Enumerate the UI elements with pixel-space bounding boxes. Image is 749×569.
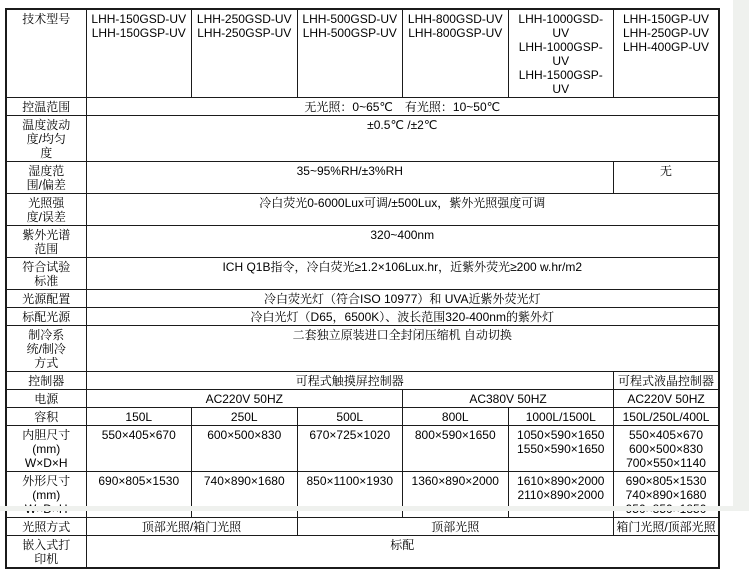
spec-row-volume <box>6 408 719 426</box>
page-edge-right <box>733 0 749 511</box>
row-label-standard-light-source <box>6 308 86 326</box>
spec-row-temp-fluctuation <box>6 116 719 162</box>
spec-cell-controller-1 <box>614 372 720 390</box>
spec-cell-uv-spectrum-0 <box>86 226 719 258</box>
spec-row-printer <box>6 536 719 569</box>
row-label-line: 度/均匀 <box>26 132 66 146</box>
row-label-temp-range <box>6 98 86 116</box>
spec-cell-volume-2 <box>297 408 403 426</box>
row-label-line: 围/偏差 <box>26 178 66 192</box>
spec-cell-line: LHH-800GSD-UV <box>407 12 503 26</box>
spec-cell-line: 35~95%RH/±3%RH <box>296 164 403 178</box>
spec-cell-line: LHH-250GSD-UV <box>196 12 292 26</box>
row-label-line: 外形尺寸 <box>22 474 71 488</box>
spec-row-light-source-config <box>6 290 719 308</box>
spec-cell-line: LHH-250GP-UV <box>622 26 710 40</box>
spec-cell-line: 850×1100×1930 <box>306 474 394 488</box>
row-label-line: 制冷系 <box>28 328 65 342</box>
row-label-uv-spectrum <box>6 226 86 258</box>
row-label-line: 光源配置 <box>22 292 71 306</box>
spec-cell-model-0 <box>86 9 192 98</box>
spec-row-lighting-mode <box>6 518 719 536</box>
row-label-controller <box>6 372 86 390</box>
spec-cell-line: 冷白荧光灯（符合ISO 10977）和 UVA近紫外荧光灯 <box>264 292 541 306</box>
spec-row-model <box>6 9 719 98</box>
row-label-line: W×D×H <box>24 456 68 470</box>
spec-cell-line: 顶部光照 <box>431 520 480 534</box>
spec-cell-line: 740×890×1680 <box>203 474 285 488</box>
spec-cell-line: 1000L/1500L <box>525 410 596 424</box>
spec-cell-line: 冷白荧光0-6000Lux可调/±500Lux，紫外光照强度可调 <box>259 196 546 210</box>
spec-cell-power-0 <box>86 390 403 408</box>
spec-cell-lighting-mode-1 <box>297 518 614 536</box>
page-edge-bottom <box>0 506 749 511</box>
spec-cell-humidity-0 <box>86 162 614 194</box>
row-label-line: 标准 <box>34 274 59 288</box>
spec-cell-printer-0 <box>86 536 719 569</box>
spec-cell-line: 冷白光灯（D65，6500K）、波长范围320-400nm的紫外灯 <box>250 310 554 324</box>
row-label-line: 控制器 <box>28 374 65 388</box>
row-label-line: 光照强 <box>28 196 65 210</box>
spec-cell-line: 二套独立原装进口全封闭压缩机 自动切换 <box>292 328 512 342</box>
spec-cell-line: 可程式触摸屏控制器 <box>295 374 404 388</box>
spec-cell-line: 150L <box>125 410 153 424</box>
spec-cell-temp-fluctuation-0 <box>86 116 719 162</box>
spec-cell-line: LHH-250GSP-UV <box>197 26 292 40</box>
spec-cell-light-intensity-0 <box>86 194 719 226</box>
spec-cell-line: 800L <box>441 410 469 424</box>
row-label-line: 紫外光谱 <box>22 228 71 242</box>
row-label-line: 方式 <box>34 356 59 370</box>
row-label-model <box>6 9 86 98</box>
spec-table <box>5 8 720 569</box>
spec-cell-test-standard-0 <box>86 258 719 290</box>
spec-cell-inner-dimensions-2 <box>297 426 403 472</box>
spec-cell-volume-3 <box>403 408 509 426</box>
spec-row-light-intensity <box>6 194 719 226</box>
spec-cell-lighting-mode-2 <box>614 518 720 536</box>
row-label-light-source-config <box>6 290 86 308</box>
spec-cell-inner-dimensions-1 <box>192 426 298 472</box>
spec-cell-line: LHH-400GP-UV <box>622 40 710 54</box>
row-label-line: 电源 <box>34 392 59 406</box>
spec-row-temp-range <box>6 98 719 116</box>
spec-cell-model-3 <box>403 9 509 98</box>
row-label-light-intensity <box>6 194 86 226</box>
spec-cell-line: 320~400nm <box>370 228 435 242</box>
spec-row-inner-dimensions <box>6 426 719 472</box>
spec-cell-light-source-config-0 <box>86 290 719 308</box>
spec-row-controller <box>6 372 719 390</box>
row-label-line: 嵌入式打 <box>22 538 71 552</box>
spec-cell-line: 无光照：0~65℃ 有光照：10~50℃ <box>304 100 501 114</box>
spec-cell-line: 800×590×1650 <box>414 428 496 442</box>
spec-cell-line: LHH-1000GSD-UV <box>518 12 604 40</box>
spec-cell-model-1 <box>192 9 298 98</box>
spec-cell-volume-1 <box>192 408 298 426</box>
spec-row-humidity <box>6 162 719 194</box>
row-label-line: 容积 <box>34 410 59 424</box>
row-label-line: 内胆尺寸 <box>22 428 71 442</box>
spec-cell-line: LHH-500GSD-UV <box>302 12 398 26</box>
spec-row-standard-light-source <box>6 308 719 326</box>
row-label-line: (mm) <box>32 442 61 456</box>
spec-cell-line: ±0.5℃ /±2℃ <box>367 118 438 132</box>
spec-cell-refrigeration-0 <box>86 326 719 372</box>
spec-cell-line: LHH-1000GSP-UV <box>518 40 603 68</box>
row-label-test-standard <box>6 258 86 290</box>
spec-cell-line: 250L <box>230 410 258 424</box>
row-label-line: 统/制冷 <box>26 342 66 356</box>
spec-cell-line: ICH Q1B指令，冷白荧光≥1.2×106Lux.hr，近紫外荧光≥200 w.hr/m2 <box>222 260 583 274</box>
spec-cell-line: 670×725×1020 <box>309 428 391 442</box>
spec-cell-line: 可程式液晶控制器 <box>617 374 714 388</box>
spec-row-power <box>6 390 719 408</box>
row-label-line: 温度波动 <box>22 118 71 132</box>
spec-cell-model-4 <box>508 9 614 98</box>
spec-cell-volume-5 <box>614 408 720 426</box>
spec-cell-line: LHH-1500GSP-UV <box>518 68 603 96</box>
spec-cell-line: 690×805×1530 <box>625 474 707 488</box>
spec-cell-inner-dimensions-3 <box>403 426 509 472</box>
row-label-refrigeration <box>6 326 86 372</box>
spec-table-body <box>6 9 719 568</box>
spec-cell-line: AC380V 50HZ <box>469 392 547 406</box>
spec-cell-line: LHH-150GSD-UV <box>91 12 187 26</box>
spec-cell-line: AC220V 50HZ <box>627 392 705 406</box>
row-label-line: 光照方式 <box>22 520 71 534</box>
row-label-printer <box>6 536 86 569</box>
spec-row-uv-spectrum <box>6 226 719 258</box>
spec-cell-line: 690×805×1530 <box>98 474 180 488</box>
row-label-line: 湿度范 <box>28 164 65 178</box>
row-label-line: 印机 <box>34 552 59 566</box>
spec-cell-power-2 <box>614 390 720 408</box>
spec-cell-line: 标配 <box>390 538 415 552</box>
spec-cell-volume-4 <box>508 408 614 426</box>
spec-cell-temp-range-0 <box>86 98 719 116</box>
spec-cell-standard-light-source-0 <box>86 308 719 326</box>
spec-cell-inner-dimensions-0 <box>86 426 192 472</box>
spec-cell-inner-dimensions-4 <box>508 426 614 472</box>
spec-cell-line: 1550×590×1650 <box>517 442 605 456</box>
row-label-line: 符合试验 <box>22 260 71 274</box>
spec-cell-model-5 <box>614 9 720 98</box>
row-label-line: 度 <box>40 146 53 160</box>
row-label-line: 范围 <box>34 242 59 256</box>
row-label-line: 技术型号 <box>22 12 71 26</box>
row-label-temp-fluctuation <box>6 116 86 162</box>
spec-row-refrigeration <box>6 326 719 372</box>
row-label-power <box>6 390 86 408</box>
spec-cell-controller-0 <box>86 372 614 390</box>
spec-cell-line: 500L <box>336 410 364 424</box>
spec-cell-line: 600×500×830 <box>207 428 282 442</box>
row-label-inner-dimensions <box>6 426 86 472</box>
spec-cell-line: 550×405×670 <box>628 428 704 442</box>
spec-cell-line: 箱门光照/顶部光照 <box>616 520 716 534</box>
spec-cell-line: 顶部光照/箱门光照 <box>141 520 242 534</box>
row-label-humidity <box>6 162 86 194</box>
spec-cell-line: 1610×890×2000 <box>517 474 605 488</box>
row-label-line: 控温范围 <box>22 100 71 114</box>
spec-cell-humidity-1 <box>614 162 720 194</box>
spec-row-test-standard <box>6 258 719 290</box>
row-label-line: (mm) <box>32 488 61 502</box>
spec-cell-line: LHH-500GSP-UV <box>302 26 397 40</box>
spec-cell-line: 150L/250L/400L <box>622 410 710 424</box>
spec-cell-inner-dimensions-5 <box>614 426 720 472</box>
spec-cell-line: 600×500×830 <box>628 442 704 456</box>
spec-cell-volume-0 <box>86 408 192 426</box>
spec-cell-line: 740×890×1680 <box>625 488 707 502</box>
row-label-line: 标配光源 <box>22 310 71 324</box>
spec-cell-line: LHH-150GP-UV <box>622 12 710 26</box>
spec-cell-line: LHH-800GSP-UV <box>408 26 503 40</box>
spec-cell-line: LHH-150GSP-UV <box>91 26 186 40</box>
spec-cell-line: 550×405×670 <box>101 428 176 442</box>
spec-cell-model-2 <box>297 9 403 98</box>
spec-cell-line: 1050×590×1650 <box>517 428 605 442</box>
spec-cell-line: 2110×890×2000 <box>517 488 605 502</box>
row-label-lighting-mode <box>6 518 86 536</box>
spec-cell-line: 1360×890×2000 <box>411 474 499 488</box>
spec-cell-line: AC220V 50HZ <box>205 392 283 406</box>
spec-cell-power-1 <box>403 390 614 408</box>
spec-cell-lighting-mode-0 <box>86 518 297 536</box>
row-label-volume <box>6 408 86 426</box>
row-label-line: 度/误差 <box>26 210 66 224</box>
spec-cell-line: 无 <box>659 164 672 178</box>
spec-cell-line: 700×550×1140 <box>626 456 706 470</box>
